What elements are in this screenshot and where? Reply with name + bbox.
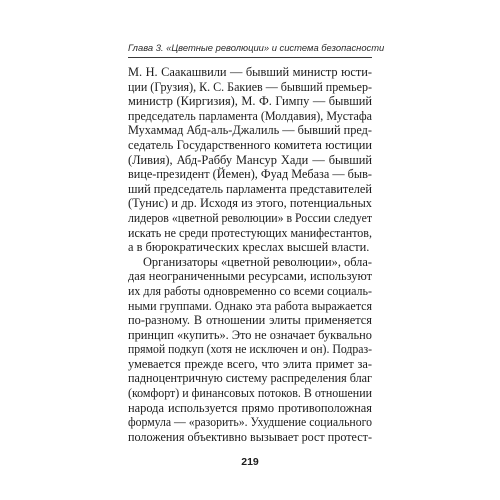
page-number: 219 <box>241 456 259 468</box>
text-line: искать не среди протестующих манифестантов, <box>128 225 372 240</box>
text-line: дая неограниченными ресурсами, используют <box>128 269 372 284</box>
text-line: (Тунис) и др. Исходя из этого, потенциальных <box>128 196 372 211</box>
paragraph <box>128 65 372 255</box>
text-line: положения объективно вызывает рост протест- <box>128 429 372 444</box>
text-line: седатель Государственного комитета юстиции <box>128 137 372 152</box>
text-line: ными группами. Однако эта работа выражается <box>128 298 372 313</box>
text-line: народа используется прямо противоположная <box>128 400 372 415</box>
text-line: Мухаммад Абд-аль-Джалиль — бывший пред- <box>128 123 372 138</box>
header-rule <box>128 57 372 58</box>
running-head: Глава 3. «Цветные революции» и система безопасности <box>128 42 385 53</box>
text-line: председатель парламента (Молдавия), Мустафа <box>128 108 372 123</box>
text-line: лидеров «цветной революции» в России следует <box>128 210 372 225</box>
text-line: (Ливия), Абд-Раббу Мансур Хади — бывший <box>128 152 372 167</box>
text-line: ший председатель парламента представителей <box>128 181 372 196</box>
text-line: по-разному. В отношении элиты применяется <box>128 313 372 328</box>
text-line: Организаторы «цветной революции», обла- <box>142 254 372 269</box>
text-line: падноцентричную систему распределения благ <box>128 371 372 386</box>
text-line: формула — «разорить». Ухудшение социального <box>128 415 372 430</box>
text-line: их для работы одновременно со всеми социаль- <box>128 283 372 298</box>
text-line: (комфорт) и финансовых потоков. В отношении <box>128 386 372 401</box>
paragraph <box>128 255 372 445</box>
text-line: ции (Грузия), К. С. Бакиев — бывший премьер- <box>128 79 372 94</box>
text-line: принцип «купить». Это не означает буквально <box>128 327 372 342</box>
text-line: вице-президент (Йемен), Фуад Мебаза — быв- <box>128 167 372 182</box>
body-text <box>128 65 372 444</box>
text-line: прямой подкуп (хотя не исключен и он). Подраз- <box>128 342 372 357</box>
text-line: министр (Киргизия), М. Ф. Гимпу — бывший <box>128 94 372 109</box>
text-line: М. Н. Саакашвили — бывший министр юсти- <box>128 65 372 79</box>
text-line: умевается прежде всего, что элита примет за- <box>128 356 372 371</box>
text-line: а в бюрократических креслах высшей власти. <box>128 240 370 255</box>
